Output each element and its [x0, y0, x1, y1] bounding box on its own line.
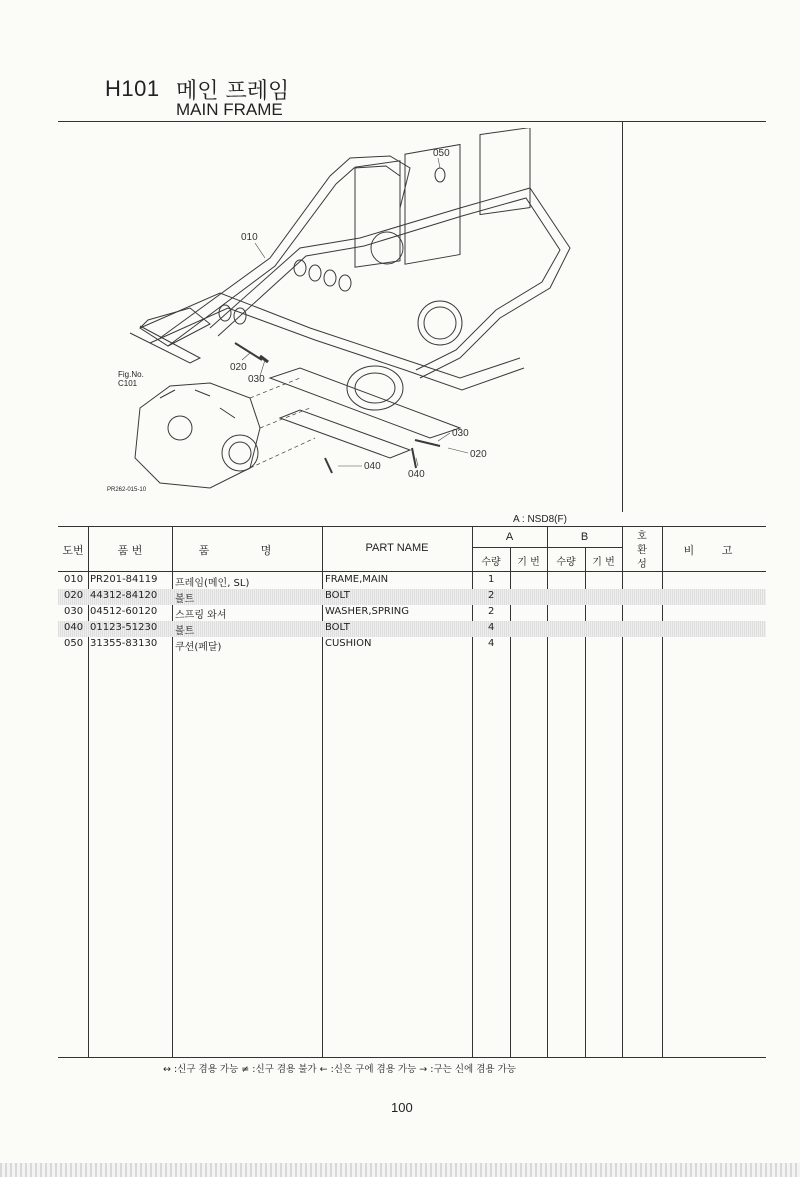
page-number: 100: [391, 1100, 413, 1115]
row-part-name: BOLT: [325, 590, 350, 601]
exploded-parts-diagram: [100, 128, 600, 508]
figure-right-divider: [622, 122, 623, 512]
figure-reference-label: Fig.No.: [118, 370, 144, 379]
row-qty-a: 4: [488, 638, 495, 649]
row-name-korean: 볼트: [175, 626, 195, 637]
row-part-number: 04512-60120: [90, 606, 158, 617]
header-compatibility: 호환성: [637, 531, 647, 570]
row-part-number: 01123-51230: [90, 622, 158, 633]
page-title-english: MAIN FRAME: [176, 100, 283, 119]
row-ref: 020: [64, 590, 84, 601]
callout-050: 050: [433, 148, 450, 159]
figure-reference-code: C101: [118, 379, 138, 388]
row-ref: 010: [64, 574, 84, 585]
callout-020-left: 020: [230, 362, 247, 373]
header-part-name: PART NAME: [365, 542, 429, 554]
table-row: [58, 605, 766, 621]
model-note: A : NSD8(F): [513, 514, 567, 525]
row-part-name: FRAME,MAIN: [325, 574, 389, 585]
header-name-korean: 품 명: [198, 544, 296, 557]
row-qty-a: 2: [488, 606, 495, 617]
table-row: [58, 573, 766, 589]
table-row: [58, 621, 766, 637]
callout-010: 010: [241, 232, 258, 243]
callout-040-left: 040: [364, 461, 381, 472]
header-qty-a: 수량: [481, 557, 501, 568]
table-bottom-rule: [58, 1057, 766, 1058]
row-name-korean: 쿠션(페달): [175, 642, 222, 653]
header-base-no-a: 기 번: [517, 557, 540, 568]
table-row: [58, 589, 766, 605]
header-remarks: 비 고: [683, 544, 745, 557]
row-part-name: CUSHION: [325, 638, 372, 649]
table-top-rule: [58, 526, 766, 527]
header-part-number: 품 번: [117, 544, 143, 557]
figure-code: PR262-015-10: [107, 487, 147, 493]
header-group-b: B: [580, 531, 589, 543]
row-qty-a: 1: [488, 574, 495, 585]
frame-tube-left: [160, 156, 410, 338]
row-part-number: 44312-84120: [90, 590, 158, 601]
header-rule: [58, 121, 766, 122]
row-ref: 030: [64, 606, 84, 617]
page-title-korean: 메인 프레임: [176, 79, 290, 104]
header-qty-b: 수량: [556, 557, 576, 568]
compatibility-legend: ↔ :신구 겸용 가능 ≠ :신구 겸용 불가 ← :신은 구에 겸용 가능 → :구는 신에 겸용 가능: [163, 1064, 516, 1075]
row-ref: 050: [64, 638, 84, 649]
frame-tube-right: [210, 188, 570, 378]
header-base-no-b: 기 번: [592, 557, 615, 568]
row-name-korean: 스프링 와셔: [175, 610, 227, 621]
row-part-name: BOLT: [325, 622, 350, 633]
callout-040-right: 040: [408, 469, 425, 480]
row-qty-a: 2: [488, 590, 495, 601]
row-part-name: WASHER,SPRING: [325, 606, 409, 617]
row-name-korean: 프레임(메인, SL): [175, 578, 250, 589]
row-qty-a: 4: [488, 622, 495, 633]
callout-030-right: 030: [452, 428, 469, 439]
table-row: [58, 637, 766, 653]
row-name-korean: 볼트: [175, 594, 195, 605]
row-part-number: PR201-84119: [90, 574, 158, 585]
row-part-number: 31355-83130: [90, 638, 158, 649]
table-header-rule: [58, 571, 766, 572]
scan-edge: [0, 1163, 800, 1177]
callout-030-left: 030: [248, 374, 265, 385]
header-ref: 도번: [62, 544, 84, 557]
callout-020-right: 020: [470, 449, 487, 460]
section-code: H101: [105, 76, 160, 101]
row-ref: 040: [64, 622, 84, 633]
header-group-a: A: [505, 531, 514, 543]
